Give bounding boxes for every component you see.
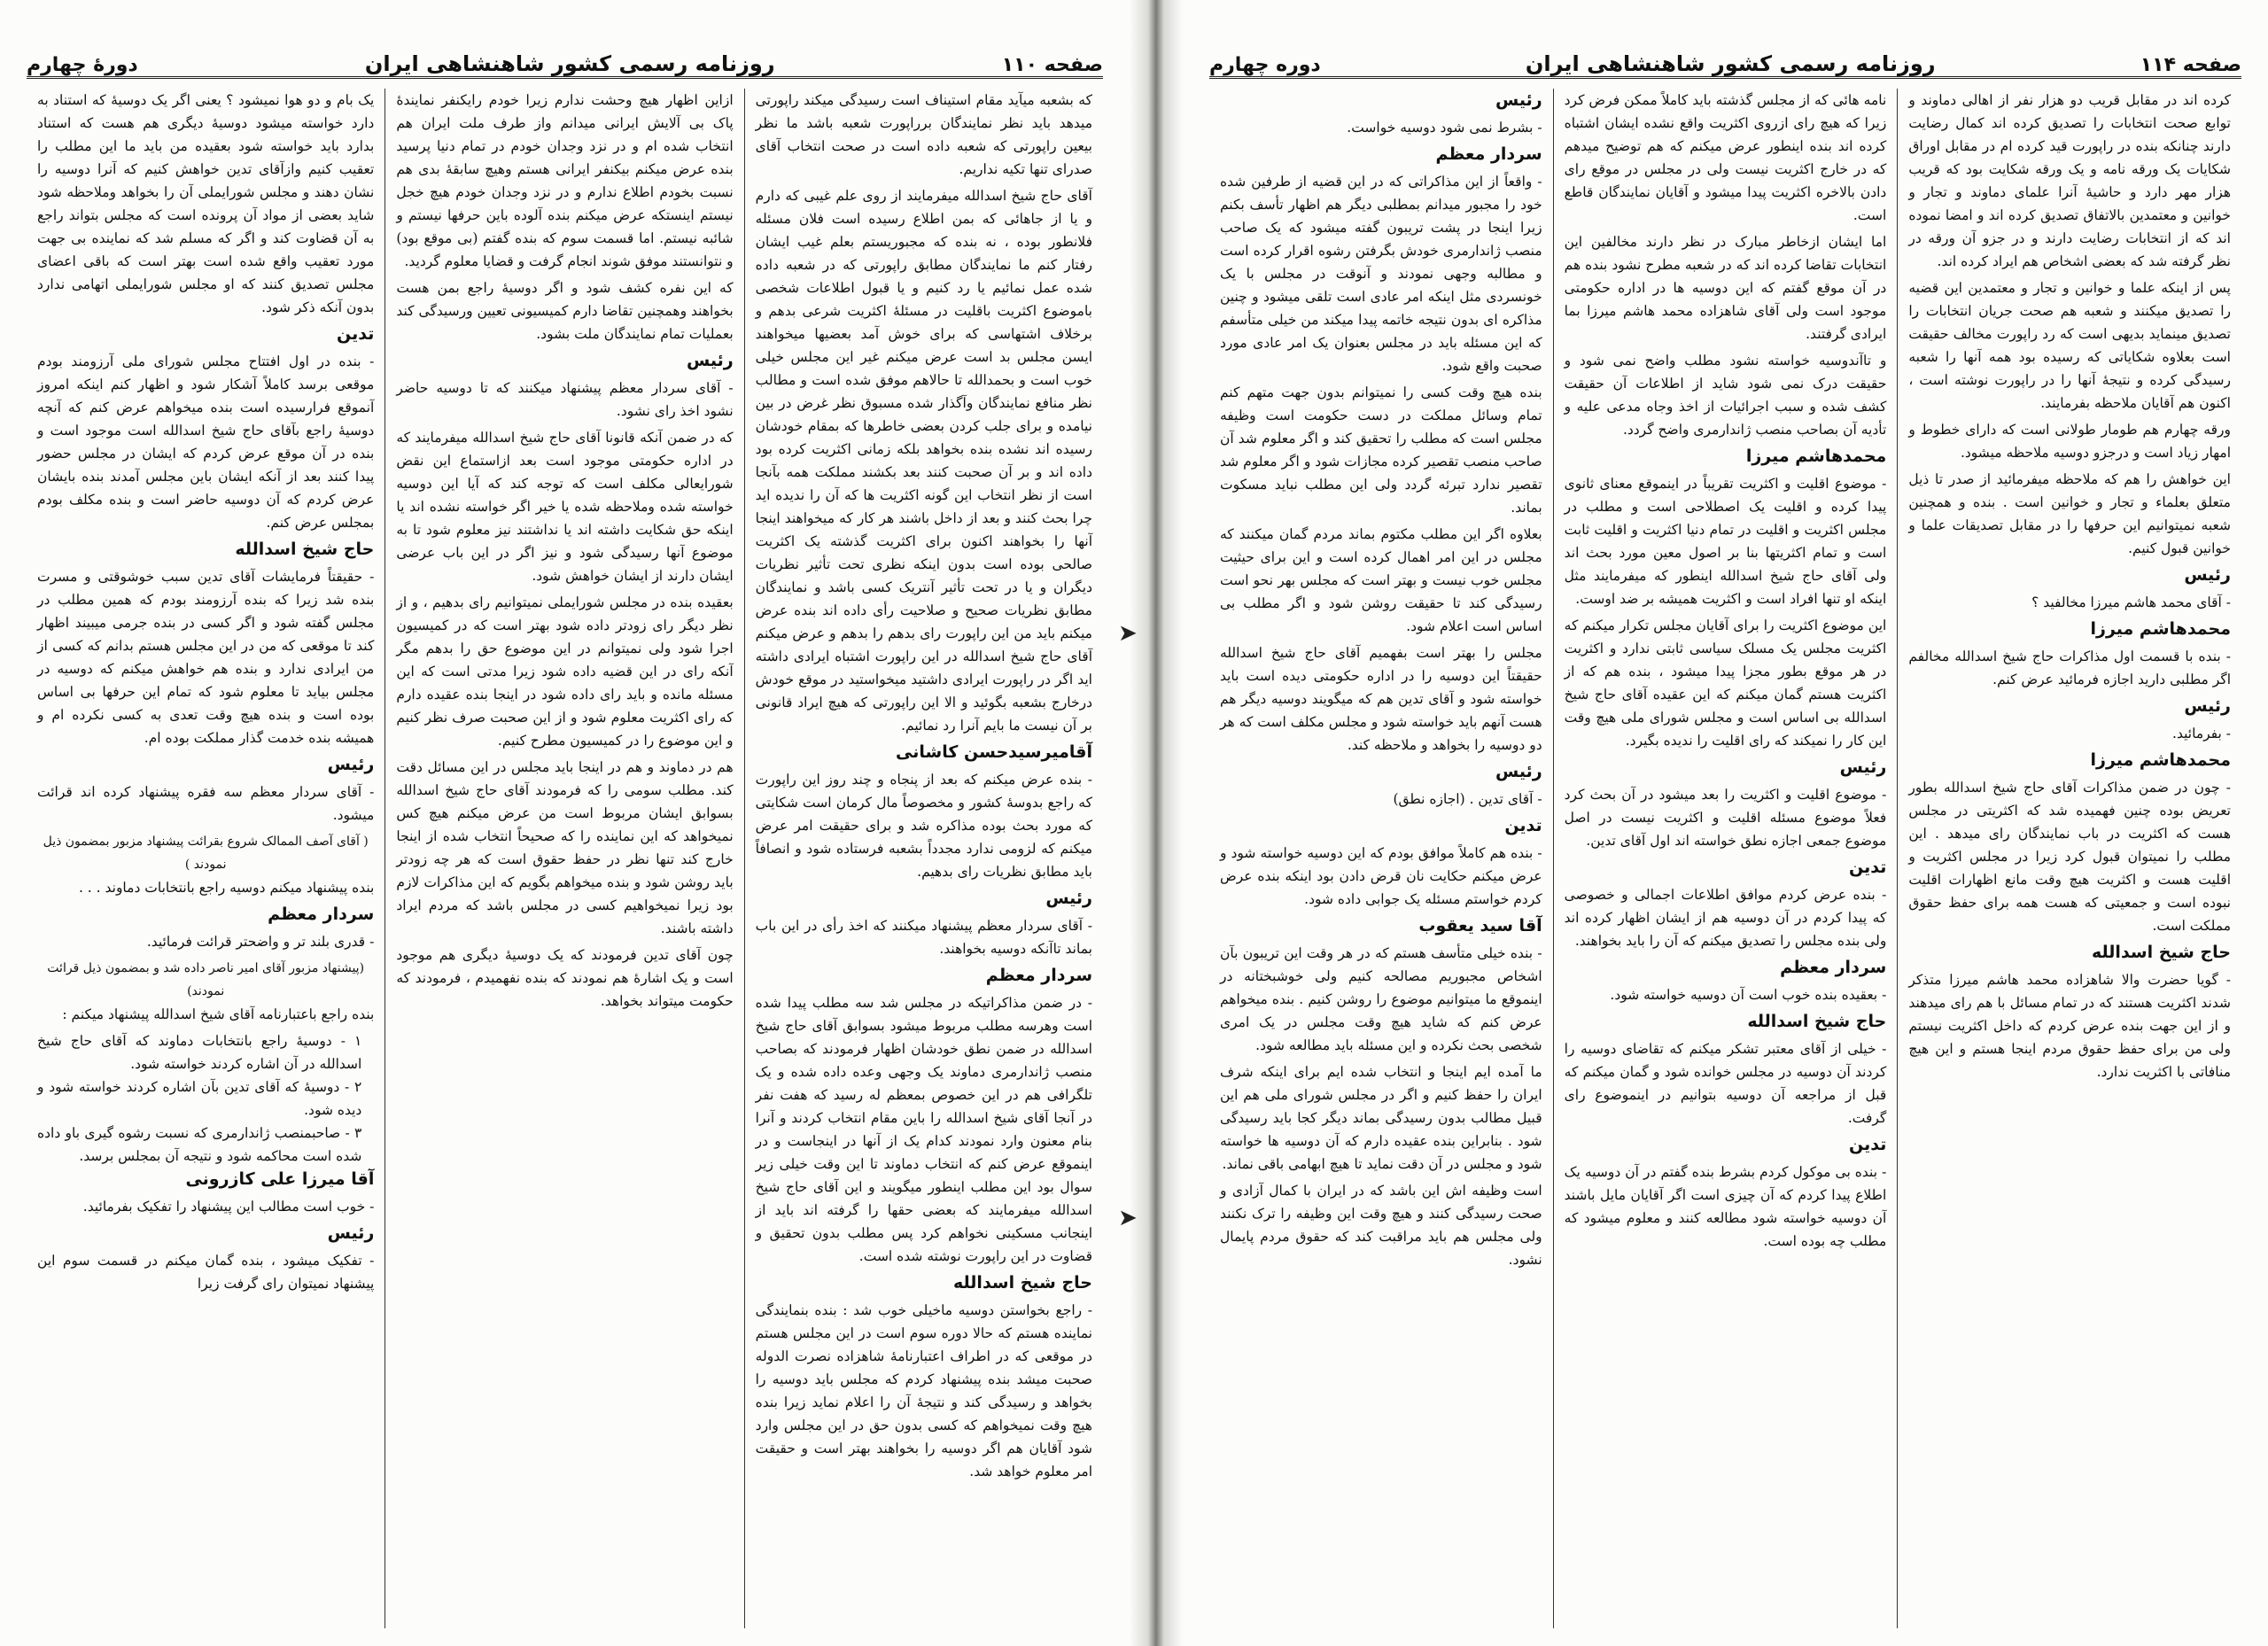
paragraph: - موضوع اقلیت و اکثریت را بعد میشود در آن بحث کرد فعلاً موضوع مسئله اقلیت و اکثریت نیست در اصل موضوع جمعی اجازه نطق خواسته اند اول آقای تدین. (1564, 787, 1887, 849)
speaker-line (1908, 563, 2231, 587)
speaker-name: آقا سید یعقوب (1418, 916, 1542, 936)
speaker-name: تدین (1848, 1135, 1887, 1154)
speaker-line (756, 741, 1092, 765)
left-page-columns (27, 89, 1103, 1628)
speaker-line (1220, 814, 1542, 838)
paragraph: - آقای تدین . (اجازه نطق) (1393, 791, 1542, 807)
proposal-item: ۲ - دوسیهٔ که آقای تدین بآن اشاره کردند خواسته شود و دیده شود. (37, 1079, 362, 1118)
speaker-line (1565, 1010, 1887, 1034)
paragraph: - بنده با قسمت اول مذاکرات حاج شیخ اسدالله مخالفم اگر مطلبی دارید اجازه فرمائید عرض کنم. (1908, 648, 2231, 687)
speaker-line (1565, 445, 1887, 469)
binding-arrow-icon: ➤ (1118, 620, 1138, 647)
paragraph: آقای حاج شیخ اسدالله میفرمایند از روی علم غیبی که دارم و یا از جاهائی که بمن اطلاع رسیده است فلان مسئله فلانطور بوده ، نه بنده که مجبوریستم بعلم غیب ایشان رفتار کنم ما نمایندگان مطابق راپورتی که در شعبه داده شده عمل نمائیم یا رد کنیم و یا قبول اطلاعات شخصی باموضوع اکثریت باقلیت در مسئلهٔ اکثریت شرعی بدهم و برخلاف اشتهاسی که برای خوش آمد بعضیها میخواهند ایسن مجلس بد است عرض میکنم غیر این مجلس خیلی خوب است و بحمدالله تا حالاهم موفق شده است و مطالب نظر منافع نمایندگان وآگذار شده مسبوق نظر غرض در بین نیامده و برای جلب کردن بعضی خاطرها که بمقام خودشان رسیده اند نشده بنده بخواهد بلکه زمانی اکثریت کرده بود داده اند و بر آن صحبت کنند بعد بکشند مملکت همه بآنجا است از نظر انتخاب این گونه اکثریت ها که آن را ندیده اید چرا بحث کنند و بعد از داخل باشند هر کار که میخواهند اینجا آنها را بخواهند اکنون برای اکثریت گذشته یک اکثریت صالحی بوده است بدون اینکه نظری تحت تأثیر نظریات دیگران و یا در تحت تأثیر آنتریک کسی باشد و نمایندگان مطابق نظریات صحیح و صلاحیت رأی داده اند بنده عرض میکنم باید من این راپورت رای بدهم را بدهم و عرض میکنم آقای حاج شیخ اسدالله در این راپورت اشتباه ایرادی داشته اید اگر در راپورت ایرادی داشتید میخواستید در موقع خودش درخارج بشعبه بگوئید و الا این راپورتی که هیچ ایراد قانونی بر آن نیست ما بایم آنرا رد نمائیم. (755, 188, 1092, 734)
paragraph: کرده اند در مقابل قریب دو هزار نفر از اهالی دماوند و توابع صحت انتخابات را تصدیق کرده اند کمال رضایت دارند چنانکه بنده در راپورت قید کرده ام در مقابل اوراق شکایات یک ورقه نامه و یک ورقه شکایت بود که قریب هزار مهر دارد و حاشیهٔ آنرا علمای دماوند و تجار و خوانین و معتمدین بالاتفاق تصدیق کرده اند و امضا نموده اند که از انتخابات رضایت دارند و در جزو آن ورقه در نظر گرفته شد که بعضی اشخاص هم ایراد کرده اند. (1908, 92, 2231, 269)
speaker-line (756, 1271, 1092, 1295)
speaker-line (1220, 914, 1542, 938)
paragraph: این خواهش را هم که ملاحظه میفرمائید از صدر تا ذیل متعلق بعلماء و تجار و خوانین است . بنده و همچنین شعبه نمیتوانیم این حرفها را در مقابل تصدیقات علما و خوانین قبول کنیم. (1908, 471, 2231, 556)
paragraph: - بفرمائید. (2172, 726, 2231, 741)
paragraph: چون آقای تدین فرمودند که یک دوسیهٔ دیگری هم موجود است و یک اشارهٔ هم نمودند که بنده نفهمیدم ، فرمودند که حکومت میتواند بخواهد. (396, 947, 734, 1009)
right-column-2 (1554, 89, 1899, 1628)
speaker-line (37, 322, 374, 346)
paragraph: هم در دماوند و هم در اینجا باید مجلس در این مسائل دقت کند. مطلب سومی را که فرمودند آقای حاج شیخ اسدالله بسوابق ایشان مربوط است من عرض میکنم هیچ کس نمیخواهد که این نماینده را که صحیحاً انتخاب شده از اینجا خارج کند تنها نظر در حفظ حقوق است که هر چه زودتر باید روشن شود و بنده میخواهم بگویم که این مذاکرات لازم بود زیرا نمیخواهیم کسی در مجلس باشد که مردم ایراد داشته باشند. (396, 759, 734, 936)
speaker-line (37, 753, 374, 777)
paragraph: - بنده عرض میکنم که بعد از پنجاه و چند روز این راپورت که راجع بدوسهٔ کشور و مخصوصاً مال کرمان است شکایتی که مورد بحث بوده مذاکره شد و برای حقیقت امر عرض میکنم که لزومی ندارد مجدداً بشعبه فرستاده شود و انصافاً باید مطابق نظریات رای بدهیم. (755, 772, 1092, 880)
paragraph: - موضوع اقلیت و اکثریت تقریباً در اینموقع معنای ثانوی پیدا کرده و اقلیت یک اصطلاحی است و مطلب در مجلس اکثریت و اقلیت در تمام دنیا اکثریت و اقلیت ثابت است و تمام اکثریتها بنا بر اصول معین مورد بحث اند ولی آقای حاج شیخ اسدالله اینطور که میفرمایند مثل اینکه او تنها افراد است و اکثریت همیشه بر ضد اوست. (1564, 476, 1887, 607)
paragraph: - آقای محمد هاشم میرزا مخالفید ؟ (2031, 594, 2231, 610)
speaker-line (37, 903, 374, 927)
speaker-line (1565, 856, 1887, 880)
procedural-note: ( آقای آصف الممالک شروع بقرائت پیشنهاد مزبور بمضمون ذیل نمودند ) (43, 835, 369, 872)
proposal-item: ۳ - صاحبمنصب ژاندارمری که نسبت رشوه گیری باو داده شده است محاکمه شود و نتیجه آن بمجلس برسد. (37, 1125, 362, 1164)
speaker-name: حاج شیخ اسدالله (953, 1273, 1092, 1293)
paragraph: - در ضمن مذاکراتیکه در مجلس شد سه مطلب پیدا شده است وهرسه مطلب مربوط میشود بسوابق آقای حاج شیخ اسدالله در ضمن نطق خودشان اظهار فرمودند که بصاحب منصب ژاندارمری دماوند یک وجهی وعده داده شده و یک تلگرافی هم در این خصوص بمعظم له رسید که هفت نفر در آنجا آقای شیخ اسدالله را باین مقام انتخاب کردند و آنرا بنام معنون وارد نمودند کدام یک از آنها در اینجاست و در اینموقع عرض کنم که انتخاب دماوند تا این وقت خیلی زیر سوال بود این مطلب اینطور میگویند و این آقای حاج شیخ اسدالله میفرمایند که بعضی حقها را گرفته اند باید از اینجانب مسکینی نخواهم کرد پس مطلب بدون تحقیق و قضاوت در این راپورت نوشته شده است. (755, 995, 1092, 1264)
paragraph: - قدری بلند تر و واضحتر قرائت فرمائید. (146, 934, 375, 950)
paragraph: - گویا حضرت والا شاهزاده محمد هاشم میرزا متذکر شدند اکثریت هستند که در تمام مسائل با هم رای میدهند و از این جهت بنده عرض کردم که داخل اکثریت نیستم ولی من برای حفظ حقوق مردم اینجا هستم و این هیچ منافاتی با اکثریت ندارد. (1908, 972, 2231, 1080)
paragraph: پس از اینکه علما و خوانین و تجار و معتمدین این قضیه را تصدیق میکنند و شعبه هم صحت جریان انتخابات را تصدیق مینماید بدیهی است که رد راپورت مخالف حقیقت است بعلاوه شکایاتی که رسیده بود همه آنها را شعبه رسیدگی کرده و نتیجهٔ آنها را در راپورت نوشته است ، اکنون هم آقایان ملاحظه بفرمایند. (1908, 280, 2231, 411)
paragraph: که در ضمن آنکه قانونا آقای حاج شیخ اسدالله میفرمایند که در اداره حکومتی موجود است بعد ازاستماع این نقض شورایعالی مکلف است که توجه کند که آیا این دوسیه خواسته شده وملاحظه شده یا خیر اگر خواسته نشده اند یا اینکه حق شکایت داشته اند یا نداشتند نیز معلوم شود تا به موضوع آنها رسیدگی شود و نیز اگر در این باب عرضی ایشان دارند از ایشان خواهش شود. (396, 430, 734, 584)
speaker-name: رئیس (1045, 889, 1092, 908)
speaker-line (756, 964, 1092, 988)
speaker-name: رئیس (327, 755, 375, 774)
paragraph: - بنده در اول افتتاح مجلس شورای ملی آرزومند بودم موقعی برسد کاملاً آشکار شود و اظهار کنم اینکه امروز آنموقع فرارسیده است بنده میخواهم عرض کنم که آنچه دوسیهٔ راجع بآقای حاج شیخ اسدالله است موجود است و بنده در آن موقع عرض کردم که ایشان در مجلس حضور پیدا کنند بعد از آنکه ایشان باین مجلس آمدند بنده بایشان عرض کردم که آن دوسیه حاضر است و بنده مکلف بودم بمجلس عرض کنم. (37, 353, 375, 531)
paragraph: - آقای سردار معظم سه فقره پیشنهاد کرده اند قرائت میشود. (37, 784, 375, 823)
speaker-line (1908, 617, 2231, 641)
speaker-line (1220, 760, 1542, 784)
speaker-name: رئیس (2184, 696, 2231, 716)
speaker-name: آقامیرسیدحسن کاشانی (896, 742, 1092, 762)
right-column-1 (1898, 89, 2241, 1628)
speaker-name: آقا میرزا علی کازرونی (185, 1169, 375, 1189)
right-page (1183, 0, 2268, 1646)
paragraph: - بنده هم کاملاً موافق بودم که این دوسیه خواسته شود و عرض میکنم حکایت نان قرض دادن بود اینکه بنده عرض کردم خواستم مسئله یک جوابی داده شود. (1219, 845, 1542, 907)
binding-gutter (1130, 0, 1183, 1646)
speaker-name: رئیس (1839, 757, 1887, 777)
speaker-line (756, 887, 1092, 911)
left-page-title: روزنامه رسمی کشور شاهنشاهی ایران (364, 51, 775, 76)
binding-arrow-icon: ➤ (1118, 1205, 1138, 1231)
speaker-name: رئیس (327, 1223, 375, 1243)
paragraph: ما آمده ایم اینجا و انتخاب شده ایم برای اینکه شرف ایران را حفظ کنیم و اگر در مجلس شورای ملی هم این قبیل مطالب بدون رسیدگی بماند دیگر کجا باید رسیدگی شود . بنابراین بنده عقیده دارم که آن دوسیه ها خواسته شود و مجلس در آن دقت نماید تا هیچ ابهامی باقی نماند. (1219, 1064, 1542, 1172)
speaker-name: سردار معظم (268, 905, 375, 924)
speaker-name: تدین (337, 324, 375, 344)
right-page-term: دوره چهارم (1209, 54, 1321, 76)
paragraph: - آقای سردار معظم پیشنهاد میکنند که تا دوسیه حاضر نشود اخذ رای نشود. (396, 380, 734, 419)
paragraph: مجلس را بهتر است بفهمیم آقای حاج شیخ اسدالله حقیقتاً این دوسیه را در اداره حکومتی دیده است باید خواسته شود و آقای تدین هم که میگویند دوسیه دیگر هم هست آنهم باید خواسته شود و مجلس مکلف است که هر دو دوسیه را بخواهد و ملاحظه کند. (1219, 645, 1542, 753)
left-page (0, 0, 1130, 1646)
left-page-number: صفحه ۱۱۰ (1001, 54, 1103, 76)
paragraph: اما ایشان ازخاطر مبارک در نظر دارند مخالفین این انتخابات تقاضا کرده اند که در شعبه مطرح نشود بنده هم در آن موقع گفتم که این دوسیه ها در اداره حکومتی موجود است ولی آقای شاهزاده محمد هاشم میرزا بما ایرادی گرفتند. (1564, 234, 1887, 342)
speaker-name: رئیس (686, 351, 734, 370)
speaker-name: سردار معظم (1435, 144, 1542, 164)
speaker-line (37, 1222, 374, 1246)
speaker-line (1565, 1133, 1887, 1157)
paragraph: نامه هائی که از مجلس گذشته باید کاملاً ممکن فرض کرد زیرا که هیچ رای ازروی اکثریت واقع نشده ایشان اشتباه کرده اند بنده اینطور عرض میکنم که هم توضیح میدهم که در خارج اکثریت نیست ولی در مجلس در موقع رای دادن بالاخره اکثریت پیدا میشود و آقایان نمایندگان قاطع است. (1564, 92, 1887, 223)
procedural-note: (پیشنهاد مزبور آقای امیر ناصر داده شد و بمضمون ذیل قرائت نمودند) (47, 961, 365, 998)
speaker-line (396, 349, 733, 373)
paragraph: ورقه چهارم هم طومار طولانی است که دارای خطوط و امهار زیاد است و درجزو دوسیه ملاحظه میشود. (1908, 422, 2231, 461)
paragraph: - بشرط نمی شود دوسیه خواست. (1347, 120, 1542, 136)
speaker-line (1908, 941, 2231, 965)
right-page-number: صفحه ۱۱۴ (2140, 54, 2241, 76)
right-page-columns (1209, 89, 2241, 1628)
speaker-line (37, 1168, 374, 1192)
speaker-name: حاج شیخ اسدالله (1747, 1012, 1887, 1031)
paragraph: - خوب است مطالب این پیشنهاد را تفکیک بفرمائید. (82, 1199, 375, 1215)
paragraph: یک بام و دو هوا نمیشود ؟ یعنی اگر یک دوسیهٔ که استناد به دارد خواسته میشود دوسیهٔ دیگری هم هست که استناد بدارد باید خواسته شود بعقیده من باید ما این مطلب را تعقیب کنیم وازآقای تدین خواهش کنیم که آنرا دوسیه را نشان دهند و مجلس شورایملی آن را بخواهد وملاحظه شود شاید بعضی از مواد آن پرونده است که مجلس بتواند راجع به آن قضاوت کند و اگر که مسلم شد که نماینده بی جهت مورد تعقیب واقع شده است بهتر است که باقی اعضای مجلس تصدیق کنند که او مجلس شورایملی اتهامی ندارد بدون آنکه ذکر شود. (37, 92, 375, 315)
paragraph: - آقای سردار معظم پیشنهاد میکنند که اخذ رأی در این باب بماند تاآنکه دوسیه بخواهند. (755, 918, 1092, 957)
left-column-3 (27, 89, 385, 1628)
paragraph: - راجع بخواستن دوسیه ماخیلی خوب شد : بنده بنمایندگی نماینده هستم که حالا دوره سوم است در این مجلس هستم در موقعی که در اطراف اعتبارنامهٔ شاهزاده نصرت الدوله صحبت میشد بنده پیشنهاد کردم که مجلس باید دوسیه را بخواهد و رسیدگی کند و نتیجهٔ آن را اعلام نماید زیرا بنده هیچ وقت نمیخواهم که کسی بدون حق در این مجلس وارد شود آقایان هم اگر دوسیه را بخواهند بهتر است و حقیقت امر معلوم خواهد شد. (755, 1302, 1092, 1479)
speaker-line (1908, 695, 2231, 718)
speaker-line (1220, 143, 1542, 167)
left-column-2 (385, 89, 744, 1628)
speaker-name: رئیس (2184, 565, 2231, 585)
proposal-item: ۱ - دوسیهٔ راجع بانتخابات دماوند که آقای حاج شیخ اسدالله در آن اشاره کردند خواسته شود. (37, 1033, 362, 1072)
paragraph: که بشعبه میآید مقام استیناف است رسیدگی میکند راپورتی میدهد باید نظر نمایندگان برراپورت شعبه باشد ما نظر بیعین راپورتی که شعبه داده است در صحت انتخاب آقای صدرای تنها تکیه نداریم. (755, 92, 1092, 177)
paragraph: - تفکیک میشود ، بنده گمان میکنم در قسمت سوم این پیشنهاد نمیتوان رای گرفت زیرا (37, 1253, 375, 1292)
paragraph: که این نفره کشف شود و اگر دوسیهٔ راجع بمن هست بخواهند وهمچنین تقاضا دارم کمیسیونی تعیین ورسیدگی کند بعملیات تمام نمایندگان ملت بشود. (396, 280, 734, 342)
paragraph: - چون در ضمن مذاکرات آقای حاج شیخ اسدالله بطور تعریض بوده چنین فهمیده شد که اکثریتی در مجلس هست که اکثریت در باب نمایندگان رای میدهد . این مطلب را نمیتوان قبول کرد زیرا در مجلس اکثریت و اقلیت هست و اکثریت هیچ وقت مانع اظهارات اقلیت نبوده است و جمعیتی که هست همه برای حفظ حقوق مملکت است. (1908, 780, 2231, 934)
speaker-name: محمدهاشم میرزا (1745, 446, 1887, 466)
right-page-header (1209, 27, 2241, 79)
speaker-name: رئیس (1495, 762, 1542, 781)
paragraph: بعلاوه اگر این مطلب مکتوم بماند مردم گمان میکنند که مجلس در این امر اهمال کرده است و این برای حیثیت مجلس خوب نیست و بهتر است که مجلس بهر نحو است رسیدگی کند تا حقیقت روشن شود و اگر مطلب بی اساس است اعلام شود. (1219, 526, 1542, 634)
paragraph: بنده راجع باعتبارنامه آقای شیخ اسدالله پیشنهاد میکنم : (62, 1006, 375, 1022)
speaker-name: محمدهاشم میرزا (2090, 619, 2231, 639)
paragraph: - واقعاً از این مذاکراتی که در این قضیه از طرفین شده خود را مجبور میدانم بمطلبی دیگر هم اظهار تأسف بکنم زیرا اینجا در پشت تریبون گفته میشود که یک صاحب منصب ژاندارمری خودش بگرفتن رشوه اقرار کرده است و مطالبه وجهی نمودند و آنوقت در مجلس با یک خونسردی مثل اینکه امر عادی است تلقی میشود و چنین مذاکره ای بدون نتیجه خاتمه پیدا میکند من خیلی متأسفم که این مسئله باید در مجلس بعنوان یک امر عادی مورد صحبت واقع شود. (1219, 174, 1542, 374)
speaker-line (1908, 749, 2231, 773)
paragraph: و تاآندوسیه خواسته نشود مطلب واضح نمی شود و حقیقت درک نمی شود شاید از اطلاعات آن حقیقت کشف شده و سبب اجرائیات از اخذ وجاه مدعی علیه و تأدیه آن بصاحب منصب ژاندارمری واضح گردد. (1564, 353, 1887, 438)
paragraph: این موضوع اکثریت را برای آقایان مجلس تکرار میکنم که اکثریت مجلس یک مسلک سیاسی ثابتی ندارد و اکثریت در هر موقع بطور مجزا پیدا میشود ، بنده هم که از اکثریت هستم گمان میکنم که این عقیده آقای حاج شیخ اسدالله بی اساس است و مجلس شورای ملی هیچ وقت این کار را نمیکند که رای اقلیت را ندیده بگیرد. (1564, 617, 1887, 749)
speaker-name: تدین (1504, 816, 1542, 835)
paragraph: - بعقیده بنده خوب است آن دوسیه خواسته شود. (1610, 987, 1887, 1003)
paragraph: - حقیقتاً فرمایشات آقای تدین سبب خوشوقتی و مسرت بنده شد زیرا که بنده آرزومند بودم که همین مطلب در مجلس گفته شود و اگر کسی در بنده جرمی میبیند اظهار کند تا موقعی که من در این مجلس هستم بدانم که کسی از من ایرادی ندارد و بنده هم خواهش میکنم که دوسیه در مجلس بیاید تا معلوم شود که تمام این حرفها بی اساس بوده است و بنده هیچ وقت تعدی به کسی نکرده ام و همیشه بنده خدمت گذار مملکت بوده ام. (37, 569, 375, 746)
speaker-name: محمدهاشم میرزا (2090, 750, 2231, 770)
paragraph: - بنده بی موکول کردم بشرط بنده گفتم در آن دوسیه یک اطلاع پیدا کردم که آن چیزی است اگر آقایان مایل باشند آن دوسیه خواسته شود مطالعه کنند و معلوم میشود که مطلب چه بوده است. (1564, 1164, 1887, 1249)
right-column-3 (1209, 89, 1554, 1628)
paragraph: است وظیفه اش این باشد که در ایران با کمال آزادی و صحت رسیدگی کنند و هیچ وقت این وظیفه را ترک نکنند ولی مجلس هم باید مراقبت کند که حقوق مردم پایمال نشود. (1219, 1183, 1542, 1268)
paragraph: - بنده خیلی متأسف هستم که در هر وقت این تریبون بآن اشخاص مجبوریم مصالحه کنیم ولی خوشبختانه در اینموقع ما میتوانیم موضوع را روشن کنیم . بنده میخواهم عرض کنم که شاید هیچ وقت مجلس در یک امری شخصی بحث نکرده و این مسئله باید مطالعه شود. (1219, 945, 1542, 1053)
paragraph: بعقیده بنده در مجلس شورایملی نمیتوانیم رای بدهیم ، و از نظر دیگر رای زودتر داده شود بهتر است که در کمیسیون اجرا شود ولی نمیتوانم در این موضوع حق را بدهم مگر آنکه رای در این قضیه داده شود زیرا مدتی است که این مسئله مانده و باید رای داده شود در اینجا بنده عقیده دارم که رای اکثریت معلوم شود و از این صحبت صرف نظر کنیم و این موضوع را در کمیسیون مطرح کنیم. (396, 594, 734, 749)
paragraph: بنده پیشنهاد میکنم دوسیه راجع بانتخابات دماوند . . . (78, 880, 375, 896)
speaker-name: سردار معظم (985, 966, 1092, 985)
speaker-line (1220, 89, 1542, 113)
speaker-name: سردار معظم (1780, 958, 1887, 977)
speaker-name: رئیس (1495, 90, 1542, 110)
speaker-line (37, 538, 374, 562)
left-page-header (27, 27, 1103, 79)
paragraph: - خیلی از آقای معتبر تشکر میکنم که تقاضای دوسیه را کردند آن دوسیه در مجلس خوانده شود و گمان میکنم که قبل از مراجعه آن دوسیه بتوانیم در اینموضوع رای گرفت. (1564, 1041, 1887, 1126)
speaker-line (1565, 956, 1887, 980)
speaker-name: تدین (1848, 858, 1887, 877)
right-page-title: روزنامه رسمی کشور شاهنشاهی ایران (1525, 51, 1936, 76)
speaker-name: حاج شیخ اسدالله (2092, 943, 2231, 962)
paragraph: بنده هیچ وقت کسی را نمیتوانم بدون جهت متهم کنم تمام وسائل مملکت در دست حکومت است وظیفه مجلس است که مطلب را تحقیق کند و اگر معلوم شد آن صاحب منصب تقصیر کرده مجازات شود و اگر معلوم شد تقصیر ندارد تبرئه گردد ولی این مطلب نباید مسکوت بماند. (1219, 384, 1542, 516)
left-column-1 (745, 89, 1103, 1628)
speaker-line (1565, 756, 1887, 780)
left-page-term: دورهٔ چهارم (27, 54, 138, 76)
speaker-name: حاج شیخ اسدالله (235, 540, 375, 559)
paragraph: ازاین اظهار هیچ وحشت ندارم زیرا خودم رایکنفر نمایندهٔ پاک بی آلایش ایرانی میدانم واز طرف ملت ایران هم انتخاب شده ام و در نزد وجدان خودم در تمام دنیا پرسید بنده عرض میکنم بیکنفر ایرانی هستم وهیچ سابقهٔ بدی هم نسبت بخودم اطلاع ندارم و در نزد وجدان خودم هیچ خجل نیستم اینستکه عرض میکنم بنده آلوده باین حرفها نیستم و شائبه نیستم. اما قسمت سوم که بنده گفتم (بی موقع بود) و نتوانستند موفق شوند انجام گرفت و قضایا معلوم گردید. (396, 92, 734, 269)
paragraph: - بنده عرض کردم موافق اطلاعات اجمالی و خصوصی که پیدا کردم در آن دوسیه هم از ایشان اظهار کرده اند ولی بنده مجلس را تصدیق میکنم که آن را باید بخواهند. (1564, 887, 1887, 949)
